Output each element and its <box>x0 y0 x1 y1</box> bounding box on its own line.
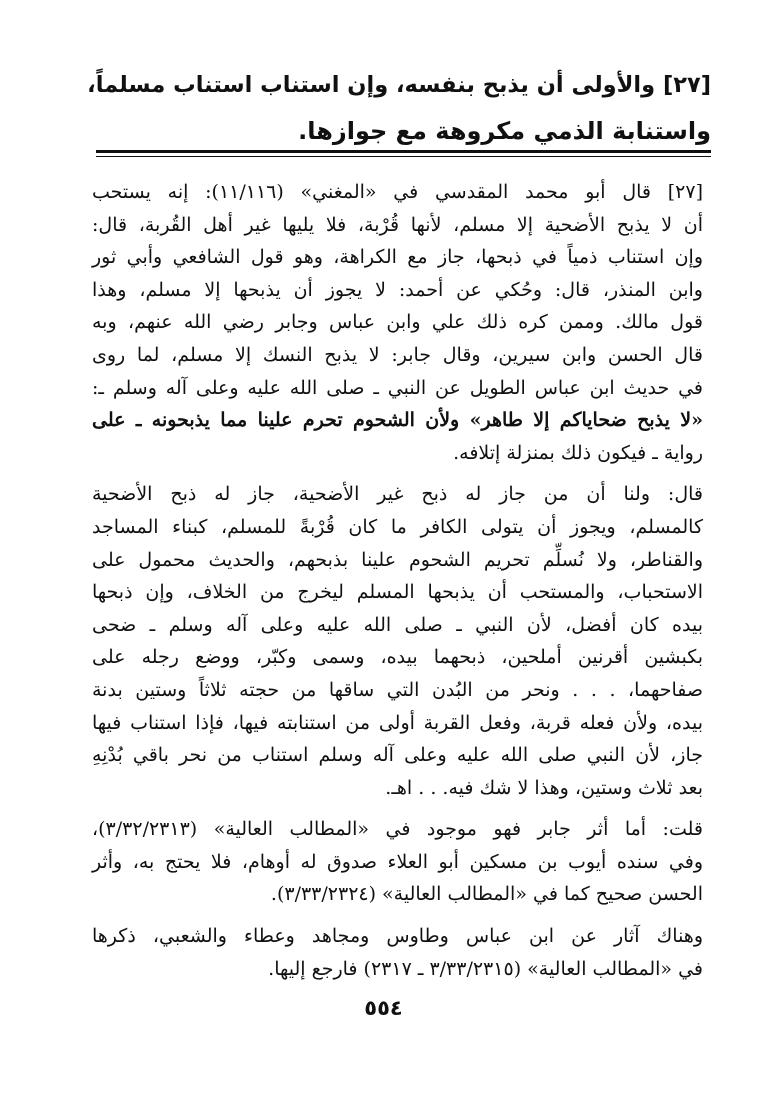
heading-line-2: واستنابة الذمي مكروهة مع جوازها. <box>298 117 711 145</box>
text-line: قال الحسن وابن سيرين، وقال جابر: لا يذبح النسك إلا مسلم، لما روى <box>92 343 703 366</box>
paragraph <box>92 478 703 804</box>
text-line: وفي سنده أيوب بن مسكين أبو العلاء صدوق له أوهام، فلا يحتج به، وأثر <box>92 850 703 873</box>
text-line: والقناطر، ولا نُسلِّم تحريم الشحوم علينا بذبحهم، والحديث محمول على <box>92 548 703 571</box>
text-line: قال: ولنا أن من جاز له ذبح غير الأضحية، جاز له ذبح الأضحية <box>92 483 703 506</box>
text-line: وهناك آثار عن ابن عباس وطاوس ومجاهد وعطاء والشعبي، ذكرها <box>92 925 703 948</box>
text-line: بعد ثلاث وستين، وهذا لا شك فيه. . . اهـ. <box>385 776 703 799</box>
text-line: في «المطالب العالية» (٣/٣٣/٢٣١٥ ـ ٢٣١٧) فارجع إليها. <box>268 957 703 980</box>
text-line: أن لا يذبح الأضحية إلا مسلم، لأنها قُرْبة، فلا يليها غير أهل القُربة، قال: <box>92 213 703 236</box>
text-line: جاز، لأن النبي صلى الله عليه وعلى آله وسلم استناب من نحر باقي بُدْنِهِ <box>92 744 703 767</box>
text-line: [٢٧] قال أبو محمد المقدسي في «المغني» (١١/١١٦): إنه يستحب <box>92 181 703 203</box>
text-line: بيده، ولأن فعله قربة، وفعل القربة أولى من استنابته فيها، فإذا استناب فيها <box>92 711 703 734</box>
body-text <box>92 176 703 994</box>
text-line: الحسن صحيح كما في «المطالب العالية» (٣/٣٣/٢٣٢٤). <box>270 883 703 906</box>
hadith-line: «لا يذبح ضحاياكم إلا طاهر» ولأن الشحوم تحرم علينا مما يذبحونه ـ على <box>92 409 703 432</box>
text-line: قول مالك. وممن كره ذلك علي وابن عباس وجابر رضي الله عنهم، وبه <box>92 311 703 334</box>
heading-rule-thin <box>96 156 711 157</box>
paragraph <box>92 813 703 911</box>
text-line: في حديث ابن عباس الطويل عن النبي ـ صلى الله عليه وعلى آله وسلم ـ: <box>92 376 703 399</box>
text-line: وإن استناب ذمياً في ذبحها، جاز مع الكراهة، وهو قول الشافعي وأبي ثور <box>92 246 703 269</box>
paragraph <box>92 176 703 469</box>
heading-rule-thick <box>96 150 711 153</box>
heading-line-1: [٢٧] والأولى أن يذبح بنفسه، وإن استناب استناب مسلماً، <box>87 72 711 98</box>
text-line: بكبشين أقرنين أملحين، ذبحهما بيده، وسمى وكبّر، ووضع رجله على <box>92 646 703 669</box>
text-line: قلت: أما أثر جابر فهو موجود في «المطالب العالية» (٣/٣٢/٢٣١٣)، <box>92 818 703 841</box>
section-heading <box>80 62 711 154</box>
text-line: كالمسلم، ويجوز أن يتولى الكافر ما كان قُرْبةً للمسلم، كبناء المساجد <box>92 515 703 538</box>
text-line: بيده كان أفضل، لأن النبي ـ صلى الله عليه وعلى آله وسلم ـ ضحى <box>92 613 703 636</box>
page-number: ٥٥٤ <box>364 996 403 1020</box>
text-line: وابن المنذر، قال: وحُكي عن أحمد: لا يجوز أن يذبحها إلا مسلم، وهذا <box>92 278 703 301</box>
paragraph <box>92 920 703 985</box>
text-line: رواية ـ فيكون ذلك بمنزلة إتلافه. <box>453 441 703 464</box>
text-line: صفاحهما، . . . ونحر من البُدن التي ساقها من حجته ثلاثاً وستين بدنة <box>92 678 703 701</box>
text-line: الاستحباب، والمستحب أن يذبحها المسلم ليخرج من الخلاف، وإن ذبحها <box>92 581 703 604</box>
